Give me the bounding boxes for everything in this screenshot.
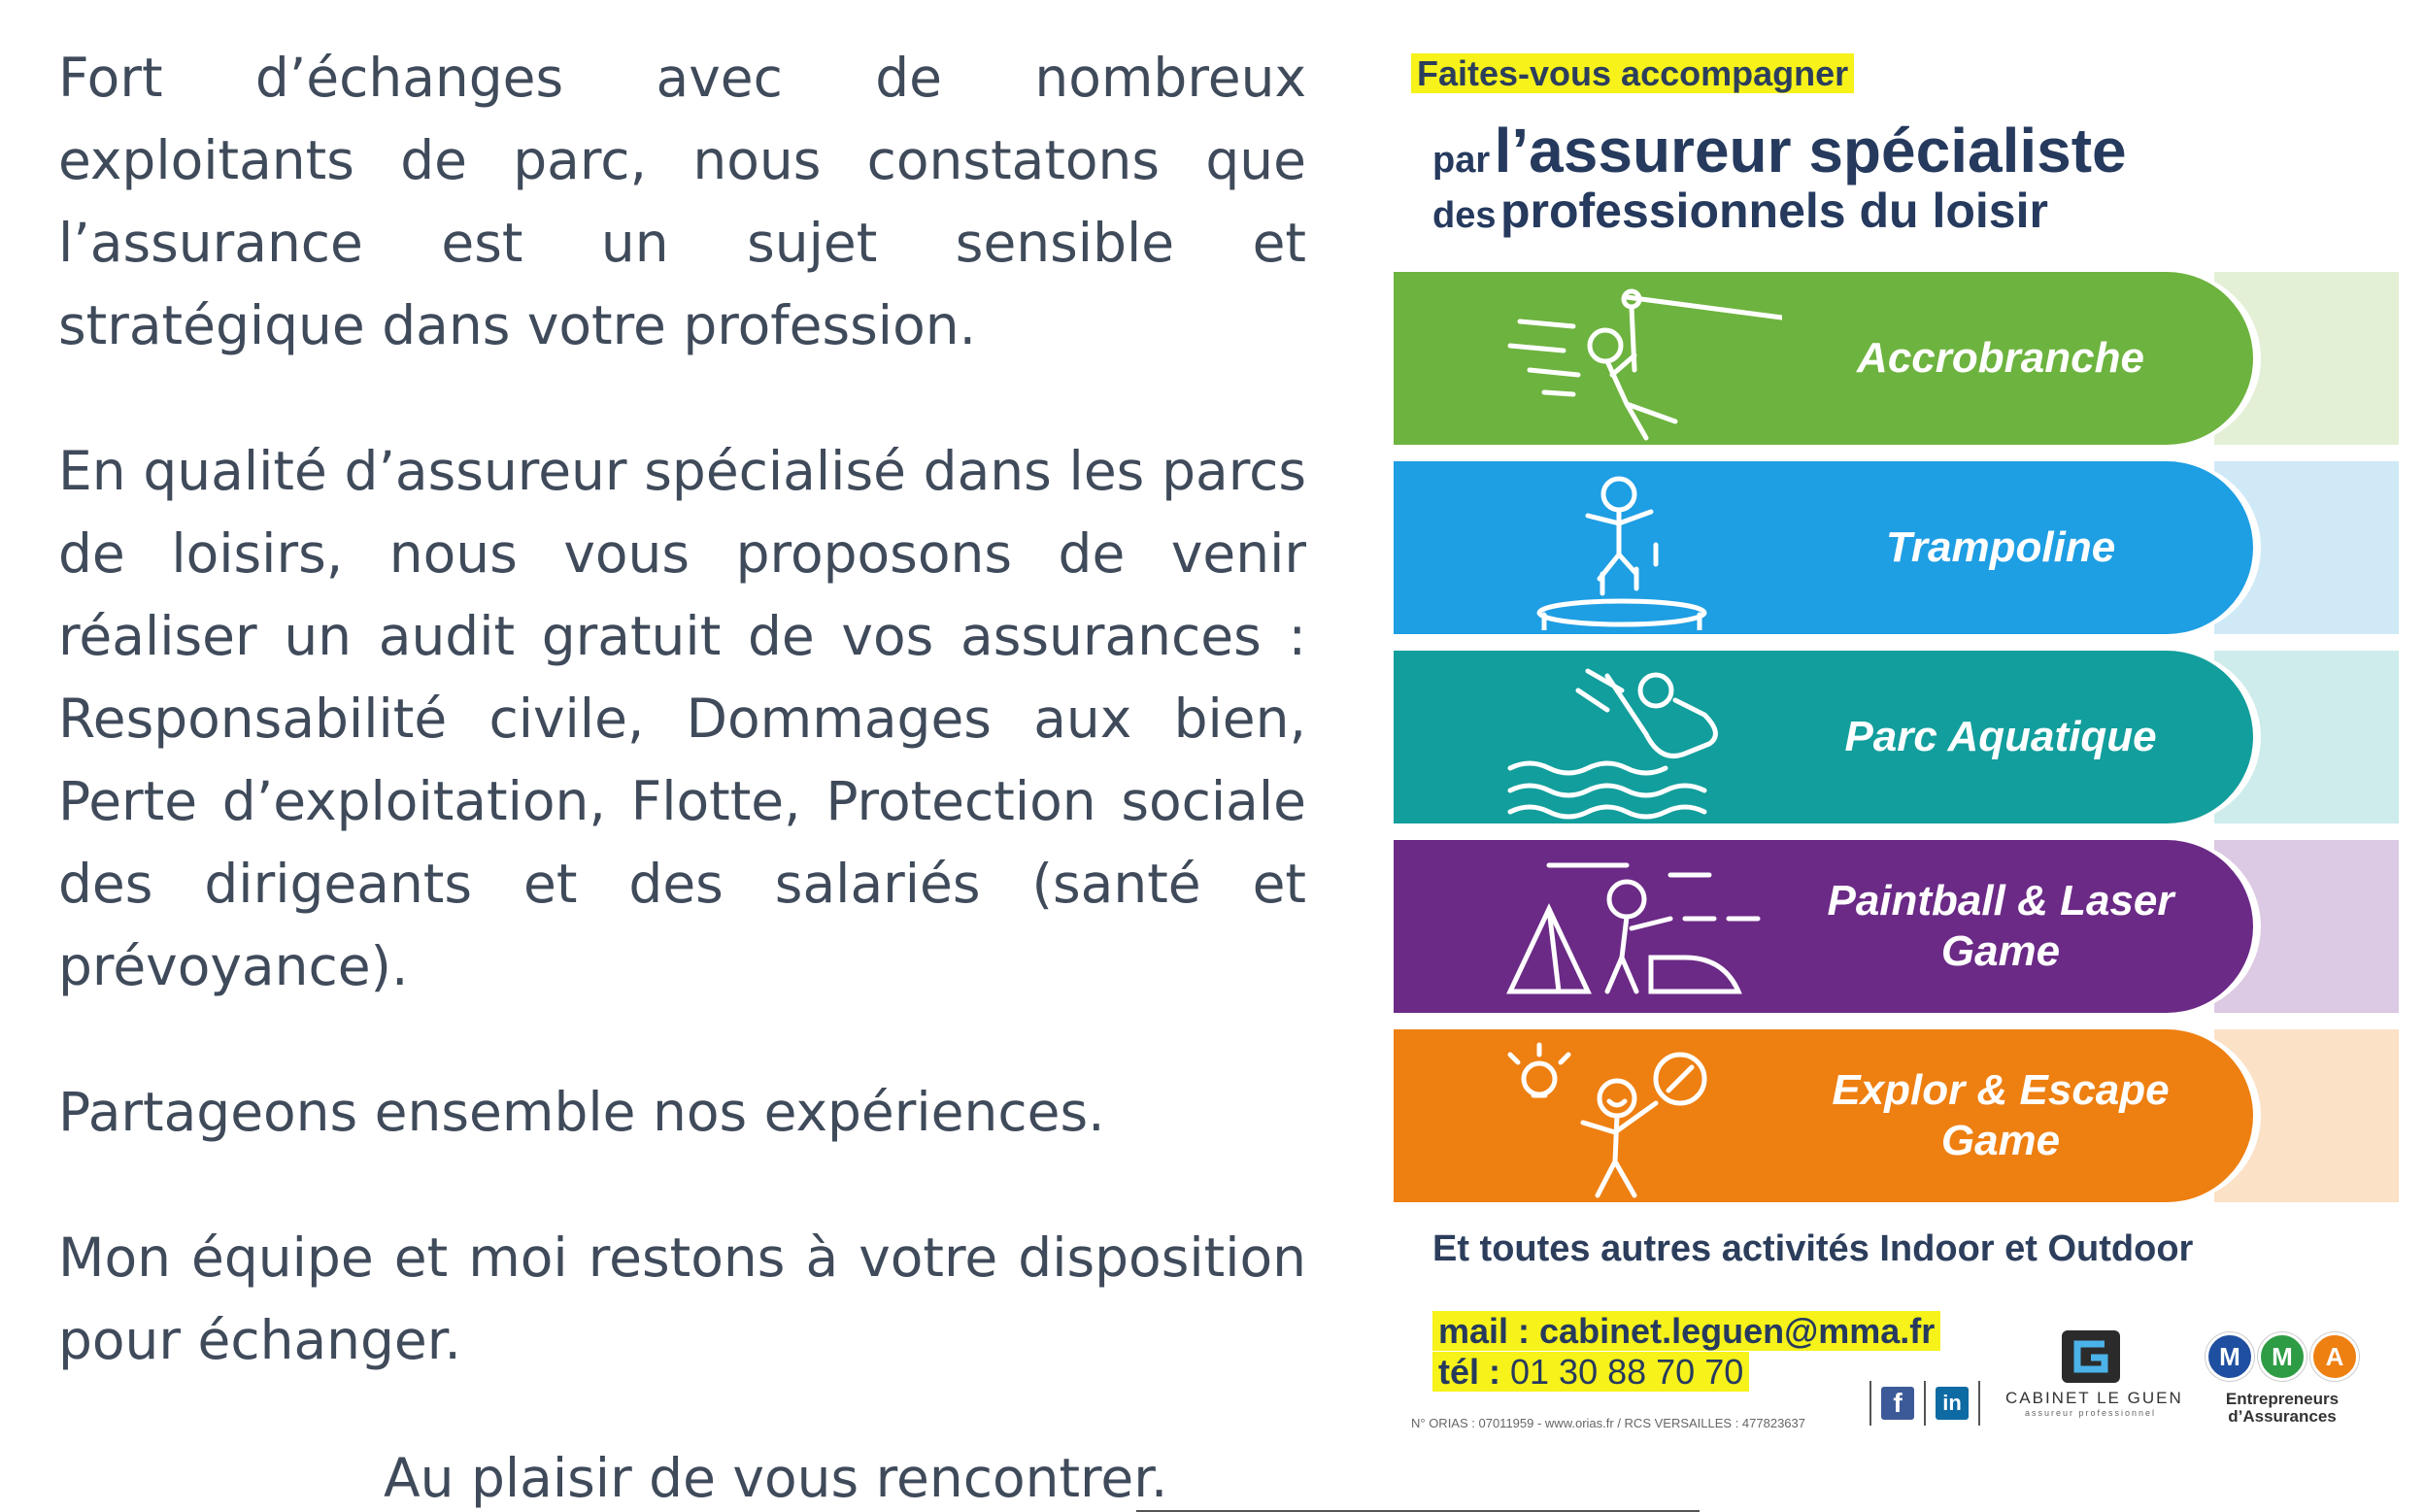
heading-prefix-par: par bbox=[1432, 140, 1491, 181]
paragraph-intro: Fort d’échanges avec de nombreux exploitants de parc, nous constatons que l’assurance est un sujet sensible et stratégique dans votre profession. bbox=[58, 47, 1306, 356]
explorer-compass-icon bbox=[1491, 1035, 1782, 1198]
contact-mail-line bbox=[1432, 1311, 1940, 1352]
contact-block bbox=[1432, 1311, 1940, 1393]
letter-body bbox=[58, 37, 1306, 1445]
paragraph-offer: En qualité d’assureur spécialisé dans les parcs de loisirs, nous vous proposons de venir réaliser un audit gratuit de vos assurances : Responsabilité civile, Dommages aux bien, Perte d’exploitation, Flotte, Protection sociale des dirigeants et des salariés (santé et prévoyance). bbox=[58, 440, 1306, 997]
paintball-player-icon bbox=[1491, 846, 1782, 1009]
flyer-tagline bbox=[1411, 49, 1854, 99]
cabinet-subtitle: assureur professionnel bbox=[2024, 1408, 2157, 1418]
flyer-heading-line2 bbox=[1432, 183, 2048, 239]
cabinet-logo-icon bbox=[2062, 1330, 2120, 1383]
tel-label: tél : bbox=[1438, 1352, 1511, 1392]
water-slide-icon bbox=[1491, 656, 1782, 820]
cabinet-le-guen-logo bbox=[2005, 1330, 2183, 1418]
paragraph-availability: Mon équipe et moi restons à votre disposition pour échanger. bbox=[58, 1226, 1306, 1371]
activity-band-accrobranche bbox=[1394, 272, 2399, 445]
tel-value[interactable]: 01 30 88 70 70 bbox=[1510, 1352, 1744, 1392]
paragraph-share: Partageons ensemble nos expériences. bbox=[58, 1081, 1105, 1143]
orias-info: N° ORIAS : 07011959 - www.orias.fr / RCS VERSAILLES : 477823637 bbox=[1411, 1416, 1805, 1430]
activity-band-paintball bbox=[1394, 840, 2399, 1013]
activity-label: Parc Aquatique bbox=[1844, 713, 2157, 760]
mma-letter-m2: M bbox=[2258, 1332, 2307, 1381]
divider bbox=[1978, 1381, 1980, 1426]
activity-label: Explor & Escape Game bbox=[1832, 1066, 2170, 1164]
heading-main-2: professionnels du loisir bbox=[1499, 184, 2048, 238]
activity-label: Accrobranche bbox=[1857, 334, 2144, 382]
divider bbox=[1869, 1381, 1871, 1426]
trampoline-person-icon bbox=[1491, 467, 1782, 630]
insurance-flyer bbox=[1394, 39, 2408, 1447]
mma-letter-a: A bbox=[2310, 1332, 2359, 1381]
activity-label: Trampoline bbox=[1885, 523, 2116, 571]
mail-value[interactable]: cabinet.leguen@mma.fr bbox=[1539, 1311, 1936, 1351]
flyer-heading-line1 bbox=[1432, 115, 2127, 186]
linkedin-icon[interactable]: in bbox=[1936, 1387, 1969, 1420]
band-pill bbox=[1394, 272, 2253, 445]
mma-tagline-2: d’Assurances bbox=[2228, 1407, 2337, 1426]
band-pill bbox=[1394, 461, 2253, 634]
contact-mail-highlight bbox=[1432, 1311, 1940, 1351]
divider bbox=[1924, 1381, 1926, 1426]
activity-label: Paintball & Laser Game bbox=[1827, 877, 2174, 975]
mma-letters bbox=[2190, 1332, 2374, 1381]
mma-tagline-1: Entrepreneurs bbox=[2225, 1390, 2340, 1408]
facebook-icon[interactable]: f bbox=[1881, 1387, 1914, 1420]
activity-band-parc-aquatique bbox=[1394, 651, 2399, 823]
other-activities: Et toutes autres activités Indoor et Outdoor bbox=[1432, 1228, 2194, 1269]
activity-band-escape-game bbox=[1394, 1029, 2399, 1202]
tagline-highlight: Faites-vous accompagner bbox=[1411, 53, 1854, 93]
band-pill bbox=[1394, 1029, 2253, 1202]
mma-letter-m1: M bbox=[2206, 1332, 2254, 1381]
zipline-person-icon bbox=[1491, 278, 1782, 441]
contact-tel-line bbox=[1432, 1352, 1940, 1393]
band-pill bbox=[1394, 840, 2253, 1013]
social-links bbox=[1869, 1381, 1980, 1426]
heading-main-1: l’assureur spécialiste bbox=[1494, 116, 2127, 185]
closing-line: Au plaisir de vous rencontrer. bbox=[384, 1447, 1168, 1509]
contact-tel-highlight bbox=[1432, 1352, 1749, 1392]
cabinet-name: CABINET LE GUEN bbox=[2005, 1389, 2183, 1407]
mma-logo bbox=[2190, 1332, 2374, 1426]
heading-prefix-des: des bbox=[1432, 195, 1497, 236]
activity-band-trampoline bbox=[1394, 461, 2399, 634]
mail-label: mail : bbox=[1438, 1311, 1540, 1351]
band-pill bbox=[1394, 651, 2253, 823]
